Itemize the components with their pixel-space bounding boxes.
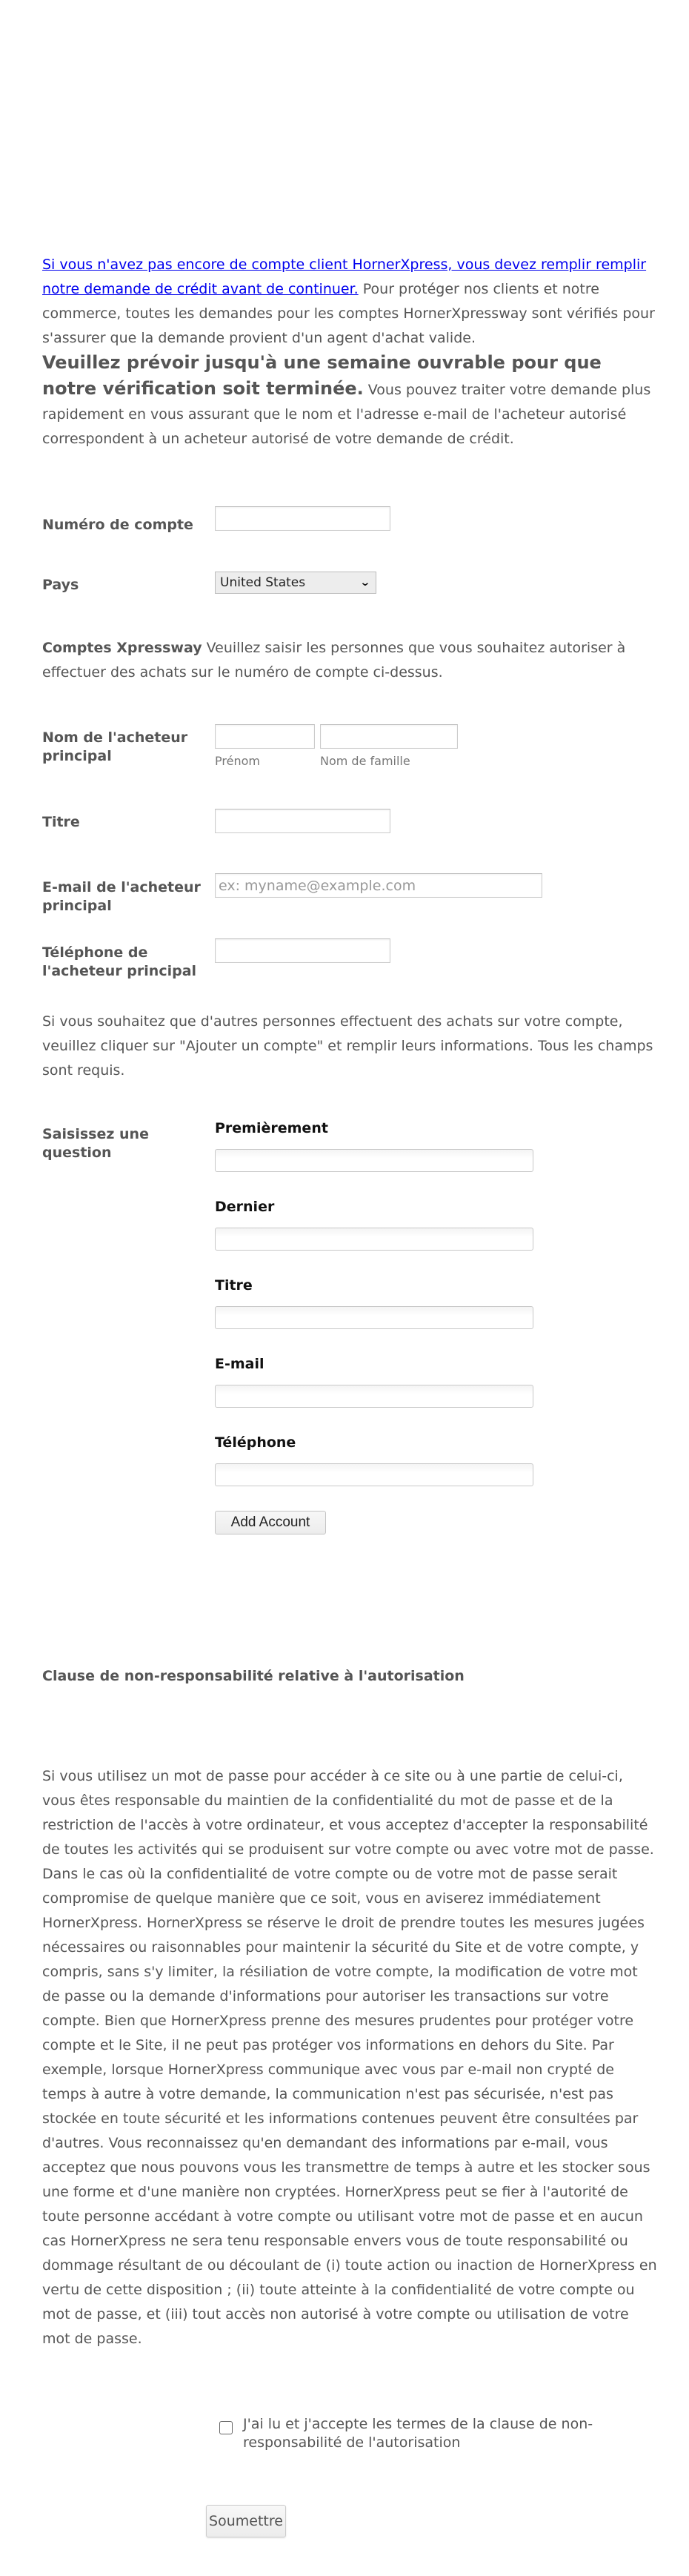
- submit-button[interactable]: Soumettre: [206, 2505, 286, 2537]
- title-input[interactable]: [215, 809, 390, 833]
- email-input[interactable]: [215, 873, 542, 898]
- additional-accounts-info: Si vous souhaitez que d'autres personnes effectuent des achats sur votre compte, veuillez cliquer sur "Ajouter un compte" et remplir leurs informations. Tous les champs sont requis.: [42, 1013, 653, 1079]
- intro-paragraph: [42, 253, 657, 451]
- question-phone-label: Téléphone: [215, 1434, 296, 1451]
- chevron-down-icon: ⌄: [359, 577, 371, 589]
- intro-text-2: Vous pouvez traiter votre demande plus rapidement en vous assurant que le nom et l'adresse e-mail de l'acheteur autorisé correspondent à un acheteur autorisé de votre demande de crédit.: [42, 382, 651, 447]
- question-last-input[interactable]: [215, 1228, 533, 1251]
- xpressway-text: Veuillez saisir les personnes que vous souhaitez autoriser à effectuer des achats sur le numéro de compte ci-dessus.: [42, 640, 626, 681]
- last-name-sublabel: Nom de famille: [320, 754, 410, 768]
- verification-notice: Veuillez prévoir jusqu'à une semaine ouvrable pour que notre vérification soit terminée.: [42, 352, 602, 399]
- disclaimer-heading: Clause de non-responsabilité relative à l'autorisation: [42, 1668, 465, 1684]
- phone-input[interactable]: [215, 938, 390, 963]
- xpressway-paragraph: [42, 636, 657, 685]
- phone-label: Téléphone de l'acheteur principal: [42, 944, 197, 979]
- add-account-button[interactable]: Add Account: [215, 1511, 326, 1534]
- xpressway-heading: Comptes Xpressway: [42, 640, 202, 656]
- question-phone-input[interactable]: [215, 1463, 533, 1486]
- question-last-label: Dernier: [215, 1199, 275, 1215]
- country-select[interactable]: [215, 572, 376, 594]
- agree-checkbox[interactable]: [219, 2421, 233, 2434]
- credit-application-link[interactable]: Si vous n'avez pas encore de compte client HornerXpress, vous devez remplir remplir notre demande de crédit avant de continuer.: [42, 256, 647, 297]
- intro-text: Pour protéger nos clients et notre commerce, toutes les demandes pour les comptes HornerXpressway sont vérifiés pour s'assurer que la demande provient d'un agent d'achat valide.: [42, 281, 655, 346]
- account-number-input[interactable]: [215, 506, 390, 531]
- agree-checkbox-label[interactable]: J'ai lu et j'accepte les termes de la clause de non-responsabilité de l'autorisation: [243, 2416, 593, 2451]
- last-name-input[interactable]: [320, 724, 458, 749]
- account-number-label: Numéro de compte: [42, 517, 193, 533]
- buyer-name-label: Nom de l'acheteur principal: [42, 729, 188, 764]
- question-email-input[interactable]: [215, 1385, 533, 1408]
- first-name-input[interactable]: [215, 724, 315, 749]
- first-name-sublabel: Prénom: [215, 754, 260, 768]
- disclaimer-body: Si vous utilisez un mot de passe pour accéder à ce site ou à une partie de celui-ci, vous êtes responsable du maintien de la confidentialité du mot de passe et de la restriction de l'accès à votre ordinateur, et vous acceptez d'accepter la responsabilité de toutes les activités qui se produisent sur votre compte ou avec votre mot de passe. Dans le cas où la confidentialité de votre compte ou de votre mot de passe serait compromise de quelque manière que ce soit, vous en aviserez immédiatement HornerXpress. HornerXpress se réserve le droit de prendre toutes les mesures jugées nécessaires ou raisonnables pour maintenir la sécurité du Site et de votre compte, y compris, sans s'y limiter, la résiliation de votre compte, la modification de votre mot de passe ou la demande d'informations pour autoriser les transactions sur votre compte. Bien que HornerXpress prenne des mesures prudentes pour protéger votre compte et le Site, il ne peut pas protéger vos informations en dehors du Site. Par exemple, lorsque HornerXpress communique avec vous par e-mail non crypté de temps à autre à votre demande, la communication n'est pas sécurisée, n'est pas stockée en toute sécurité et les informations contenues peuvent être consultées par d'autres. Vous reconnaissez qu'en demandant des informations par e-mail, vous acceptez que nous pouvons vous les transmettre de temps à autre et les stocker sous une forme et d'une manière non cryptées. HornerXpress peut se fier à l'autorité de toute personne accédant à votre compte ou utilisant votre mot de passe et en aucun cas HornerXpress ne sera tenu responsable envers vous de toute responsabilité ou dommage résultant de ou découlant de (i) toute action ou inaction de HornerXpress en vertu de cette disposition ; (ii) toute atteinte à la confidentialité de votre compte ou mot de passe, et (iii) tout accès non autorisé à votre compte ou utilisation de votre mot de passe.: [42, 1768, 657, 2347]
- question-title-label: Titre: [215, 1277, 253, 1294]
- email-label: E-mail de l'acheteur principal: [42, 879, 201, 914]
- question-email-label: E-mail: [215, 1356, 264, 1372]
- country-selected-value: United States: [220, 575, 306, 590]
- country-label: Pays: [42, 577, 79, 593]
- question-title-input[interactable]: [215, 1306, 533, 1329]
- question-first-input[interactable]: [215, 1149, 533, 1172]
- question-first-label: Premièrement: [215, 1120, 328, 1136]
- title-label: Titre: [42, 814, 80, 830]
- question-label: Saisissez une question: [42, 1126, 149, 1161]
